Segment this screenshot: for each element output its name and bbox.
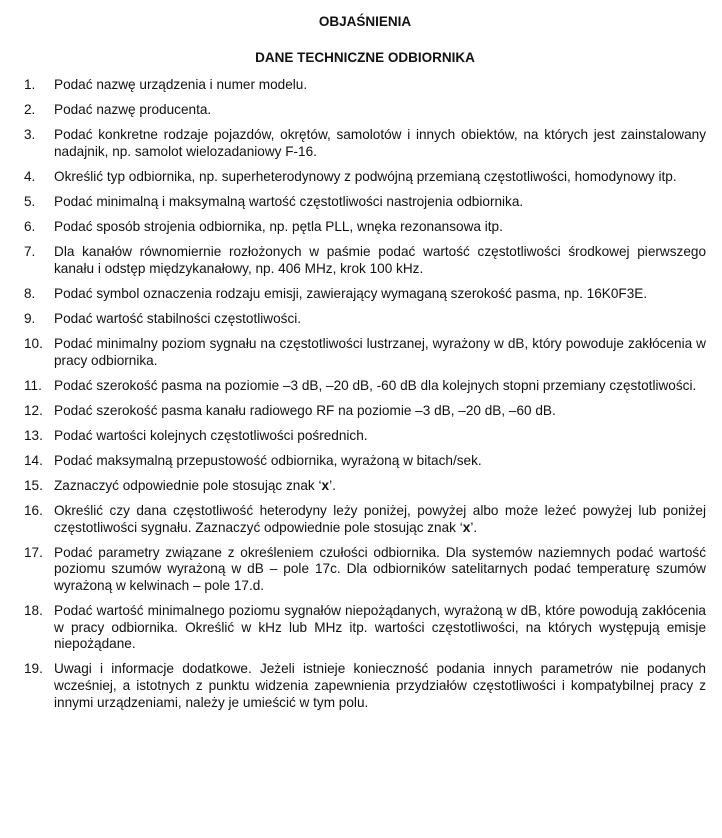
list-item xyxy=(24,661,706,711)
list-item xyxy=(24,169,706,186)
list-item xyxy=(24,219,706,236)
item-text: Określić typ odbiornika, np. superheterodynowy z podwójną przemianą częstotliwości, homodynowy itp. xyxy=(54,168,677,184)
item-text: Podać nazwę producenta. xyxy=(54,102,212,118)
item-text-post: ’. xyxy=(470,519,478,535)
explanations-list xyxy=(24,77,706,711)
mark-symbol: x xyxy=(462,519,471,535)
item-text: Podać nazwę urządzenia i numer modelu. xyxy=(54,77,308,92)
item-text: Podać sposób strojenia odbiornika, np. pętla PLL, wnęka rezonansowa itp. xyxy=(54,219,503,235)
item-text-pre: Zaznaczyć odpowiednie pole stosując znak ‘ xyxy=(54,478,322,494)
list-item xyxy=(24,127,706,160)
item-number: 7. xyxy=(24,244,36,260)
list-item xyxy=(24,102,706,119)
list-item xyxy=(24,478,706,495)
item-text: Podać szerokość pasma kanału radiowego RF na poziomie –3 dB, –20 dB, –60 dB. xyxy=(54,402,556,418)
item-number: 6. xyxy=(24,219,36,235)
item-text: Podać szerokość pasma na poziomie –3 dB, –20 dB, -60 dB dla kolejnych stopni przemiany częstotliwości. xyxy=(54,377,697,393)
item-number: 15. xyxy=(24,478,43,494)
list-item xyxy=(24,403,706,420)
mark-symbol: x xyxy=(321,478,330,494)
page-title: OBJAŚNIENIA xyxy=(318,14,412,29)
list-item xyxy=(24,336,706,369)
item-text: Podać wartość stabilności częstotliwości. xyxy=(54,310,302,326)
list-item xyxy=(24,77,706,94)
item-number: 2. xyxy=(24,102,36,118)
item-text: Podać wartości kolejnych częstotliwości pośrednich. xyxy=(54,427,368,443)
list-item xyxy=(24,286,706,303)
item-number: 18. xyxy=(24,603,43,619)
item-text: Uwagi i informacje dodatkowe. Jeżeli istnieje konieczność podania innych parametrów nie podanych wcześniej, a istotnych z punktu widzenia zapewnienia przydziałów częstotliwości i kompatybilnej pracy z innymi urządzeniami, należy je umieścić w tym polu. xyxy=(54,661,706,710)
item-number: 5. xyxy=(24,193,36,209)
list-item xyxy=(24,453,706,470)
item-text: Dla kanałów równomiernie rozłożonych w paśmie podać wartość częstotliwości środkowej pierwszego kanału i odstęp międzykanałowy, np. 406 MHz, krok 100 kHz. xyxy=(54,244,706,276)
item-text: Podać maksymalną przepustowość odbiornika, wyrażoną w bitach/sek. xyxy=(54,453,482,468)
item-text: Podać wartość minimalnego poziomu sygnałów niepożądanych, wyrażoną w dB, które powodują zakłócenia w pracy odbiornika. Określić w kHz lub MHz itp. wartości częstotliwości, na których występują emisje niepożądane. xyxy=(54,603,706,652)
item-number: 11. xyxy=(24,377,42,393)
list-item xyxy=(24,603,706,653)
item-number: 8. xyxy=(24,285,36,301)
item-number: 19. xyxy=(24,661,43,677)
item-text: Podać symbol oznaczenia rodzaju emisji, zawierający wymaganą szerokość pasma, np. 16K0F3E. xyxy=(54,285,648,301)
list-item xyxy=(24,244,706,277)
item-number: 12. xyxy=(24,402,43,418)
item-text: Podać minimalny poziom sygnału na częstotliwości lustrzanej, wyrażony w dB, który powoduje zakłócenia w pracy odbiornika. xyxy=(54,336,706,368)
item-text: Podać konkretne rodzaje pojazdów, okrętów, samolotów i innych obiektów, na których jest zainstalowany nadajnik, np. samolot wielozadaniowy F-16. xyxy=(54,127,706,159)
list-item xyxy=(24,311,706,328)
section-subtitle: DANE TECHNICZNE ODBIORNIKA xyxy=(255,50,475,65)
item-number: 13. xyxy=(24,427,43,443)
item-number: 3. xyxy=(24,127,36,143)
item-text: Podać minimalną i maksymalną wartość częstotliwości nastrojenia odbiornika. xyxy=(54,193,524,209)
item-text-pre: Określić czy dana częstotliwość heterodyny leży poniżej, powyżej albo może leżeć powyżej lub poniżej częstotliwości sygnału. Zaznaczyć odpowiednie pole stosując znak ‘ xyxy=(54,503,706,535)
item-number: 4. xyxy=(24,168,36,184)
item-number: 14. xyxy=(24,453,43,468)
item-number: 16. xyxy=(24,503,43,519)
item-text: Podać parametry związane z określeniem czułości odbiornika. Dla systemów naziemnych podać wartość poziomu szumów wyrażoną w dB – pole 17c. Dla odbiorników satelitarnych podać temperaturę szumów wyrażoną w kelwinach – pole 17.d. xyxy=(54,544,706,594)
list-item xyxy=(24,194,706,211)
list-item xyxy=(24,545,706,595)
item-text xyxy=(54,478,706,495)
item-text xyxy=(54,503,706,536)
item-number: 17. xyxy=(24,544,43,560)
item-text-post: ’. xyxy=(329,478,336,494)
item-number: 1. xyxy=(24,77,36,92)
list-item xyxy=(24,378,706,395)
item-number: 10. xyxy=(24,336,43,352)
item-number: 9. xyxy=(24,310,36,326)
list-item xyxy=(24,428,706,445)
list-item xyxy=(24,503,706,536)
